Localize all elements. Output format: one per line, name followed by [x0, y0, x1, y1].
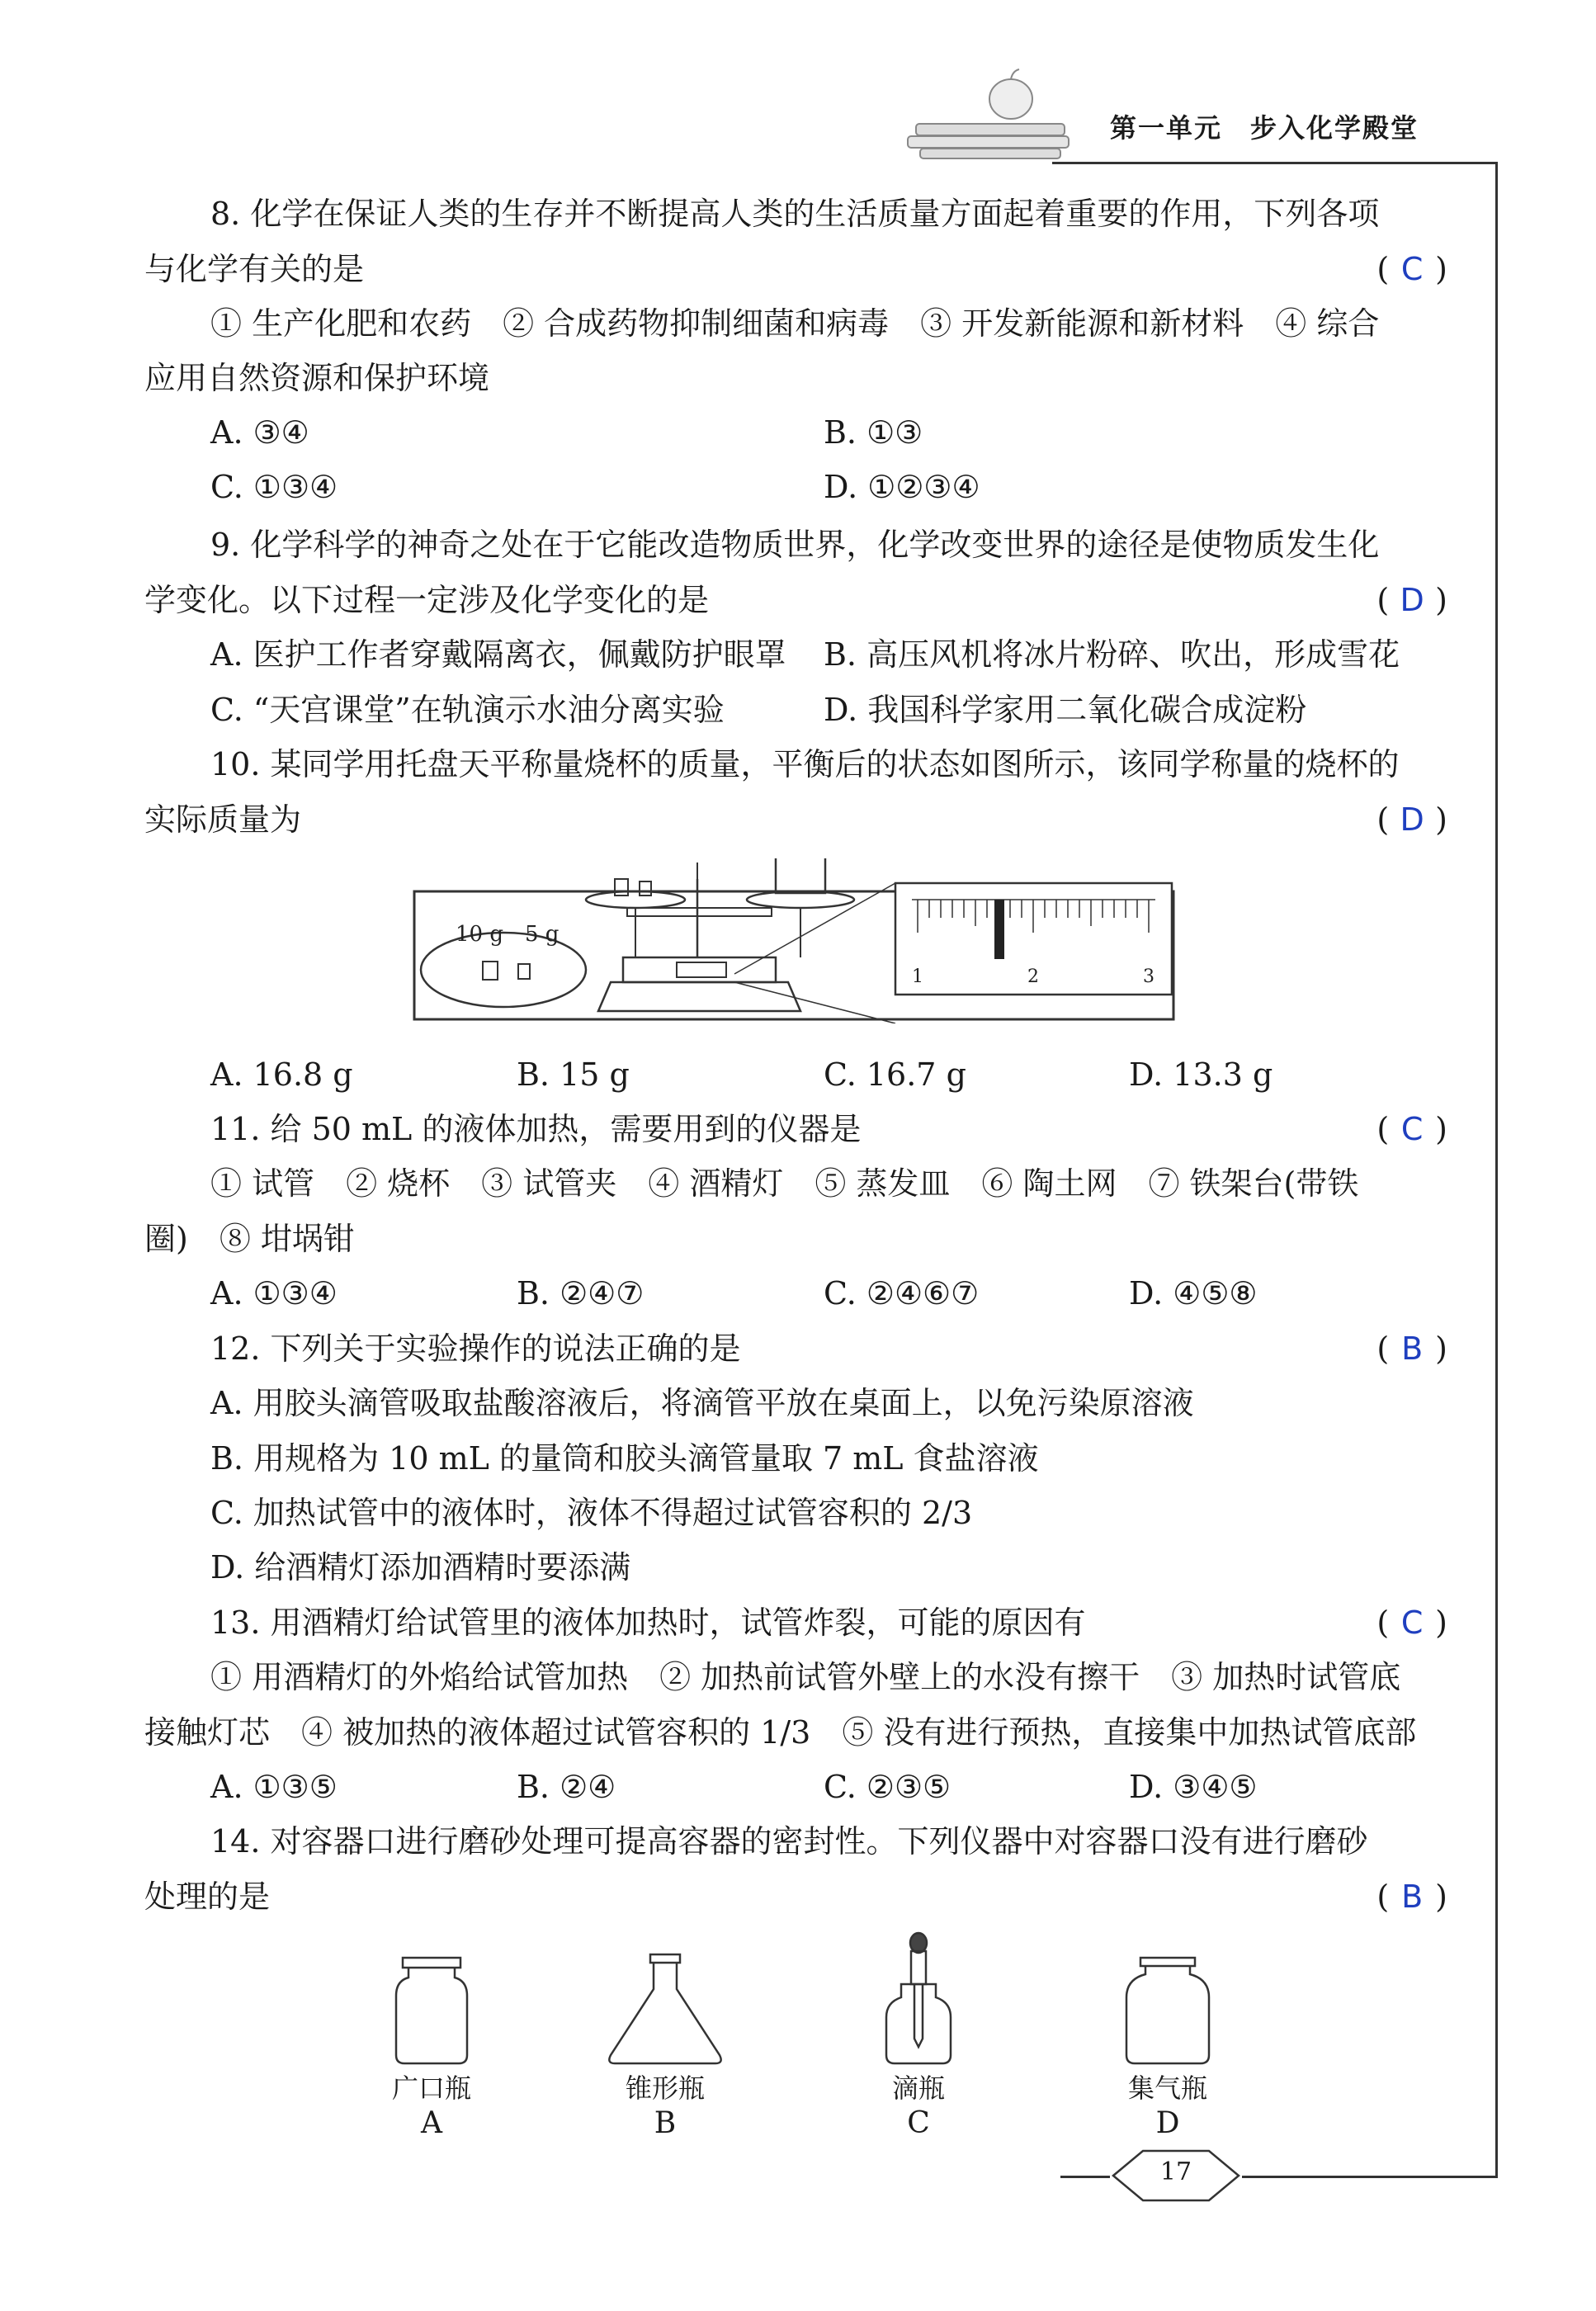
q13-option-d: D. ③④⑤ [1129, 1769, 1258, 1805]
q10-option-d: D. 13.3 g [1129, 1056, 1273, 1093]
q9-option-b: B. 高压风机将冰片粉碎、吹出，形成雪花 [824, 636, 1400, 673]
bottle-d-name: 集气瓶 [1127, 2072, 1207, 2104]
q10-stem-line2: 实际质量为 [144, 801, 302, 838]
q12-answer: ( B ) [1376, 1330, 1447, 1367]
q8-option-c: C. ①③④ [210, 469, 338, 505]
scale-tick-1: 1 [912, 966, 923, 987]
q13-option-c: C. ②③⑤ [824, 1769, 951, 1805]
page-right-border [1495, 162, 1498, 2176]
q8-option-d: D. ①②③④ [824, 469, 980, 505]
q13-stem: 13. 用酒精灯给试管里的液体加热时，试管炸裂，可能的原因有 [210, 1604, 1086, 1641]
bottle-c-name: 滴瓶 [891, 2072, 945, 2104]
q10-stem-line1: 10. 某同学用托盘天平称量烧杯的质量，平衡后的状态如图所示，该同学称量的烧杯的 [210, 746, 1400, 782]
q11-items-line2: 圈) ⑧ 坩埚钳 [144, 1221, 355, 1257]
q12-option-c: C. 加热试管中的液体时，液体不得超过试管容积的 2/3 [210, 1495, 973, 1531]
q10-answer-value: D [1400, 801, 1424, 838]
q12-option-b: B. 用规格为 10 mL 的量筒和胶头滴管量取 7 mL 食盐溶液 [210, 1440, 1039, 1477]
q11-answer: ( C ) [1376, 1111, 1447, 1147]
page-number-badge [1110, 2146, 1242, 2204]
gas-collecting-bottle-icon [1126, 1958, 1209, 2063]
bottle-a-name: 广口瓶 [391, 2072, 471, 2104]
q9-answer: ( D ) [1376, 582, 1447, 618]
q11-stem: 11. 给 50 mL 的液体加热，需要用到的仪器是 [210, 1111, 862, 1147]
q9-option-a: A. 医护工作者穿戴隔离衣，佩戴防护眼罩 [210, 636, 786, 673]
q9-option-d: D. 我国科学家用二氧化碳合成淀粉 [824, 692, 1307, 728]
q9-option-c: C. “天宫课堂”在轨演示水油分离实验 [210, 692, 725, 728]
q9-stem-line1: 9. 化学科学的神奇之处在于它能改造物质世界，化学改变世界的途径是使物质发生化 [210, 527, 1380, 563]
q12-option-a: A. 用胶头滴管吸取盐酸溶液后，将滴管平放在桌面上，以免污染原溶液 [210, 1385, 1194, 1421]
q8-stem-line1: 8. 化学在保证人类的生存并不断提高人类的生活质量方面起着重要的作用，下列各项 [210, 196, 1380, 232]
q11-option-c: C. ②④⑥⑦ [824, 1275, 980, 1311]
q9-stem-line2: 学变化。以下过程一定涉及化学变化的是 [144, 582, 710, 618]
q13-answer-value: C [1400, 1604, 1424, 1641]
q8-answer-value: C [1400, 251, 1424, 287]
q14-answer: ( B ) [1376, 1879, 1447, 1915]
q14-stem-line2: 处理的是 [144, 1879, 271, 1915]
bottle-b-letter: B [654, 2106, 677, 2140]
q13-answer: ( C ) [1376, 1604, 1447, 1641]
q10-answer: ( D ) [1376, 801, 1447, 838]
q11-items-line1: ① 试管 ② 烧杯 ③ 试管夹 ④ 酒精灯 ⑤ 蒸发皿 ⑥ 陶土网 ⑦ 铁架台(带铁 [210, 1165, 1359, 1202]
q9-answer-value: D [1400, 582, 1424, 618]
q8-option-a: A. ③④ [210, 414, 309, 451]
q12-answer-value: B [1401, 1330, 1424, 1367]
q11-option-b: B. ②④⑦ [517, 1275, 645, 1311]
q13-option-a: A. ①③⑤ [210, 1769, 338, 1805]
footer-rule-left [1060, 2176, 1110, 2178]
page-number: 17 [1159, 2157, 1192, 2186]
wide-mouth-bottle-icon [396, 1958, 467, 2063]
q14-stem-line1: 14. 对容器口进行磨砂处理可提高容器的密封性。下列仪器中对容器口没有进行磨砂 [210, 1823, 1368, 1860]
q11-option-a: A. ①③④ [210, 1275, 338, 1311]
q10-option-b: B. 15 g [517, 1056, 630, 1093]
bottle-c-letter: C [907, 2106, 930, 2140]
q11-option-d: D. ④⑤⑧ [1129, 1275, 1258, 1311]
bottle-b-name: 锥形瓶 [625, 2072, 705, 2104]
q10-option-c: C. 16.7 g [824, 1056, 966, 1093]
scale-tick-3: 3 [1143, 966, 1155, 987]
q12-stem: 12. 下列关于实验操作的说法正确的是 [210, 1330, 741, 1367]
q12-option-d: D. 给酒精灯添加酒精时要添满 [210, 1549, 631, 1586]
q11-answer-value: C [1400, 1111, 1424, 1147]
q13-items-line1: ① 用酒精灯的外焰给试管加热 ② 加热前试管外壁上的水没有擦干 ③ 加热时试管底 [210, 1659, 1401, 1695]
q10-option-a: A. 16.8 g [210, 1056, 353, 1093]
header-divider [1052, 162, 1498, 164]
bottle-a-letter: A [421, 2106, 442, 2140]
q13-items-line2: 接触灯芯 ④ 被加热的液体超过试管容积的 1/3 ⑤ 没有进行预热，直接集中加热试管底部 [144, 1714, 1417, 1751]
dropper-bottle-icon [886, 1933, 951, 2063]
q13-option-b: B. ②④ [517, 1769, 616, 1805]
conical-flask-icon [609, 1954, 720, 2063]
q8-stem-line2: 与化学有关的是 [144, 251, 365, 287]
q8-items-line1: ① 生产化肥和农药 ② 合成药物抑制细菌和病毒 ③ 开发新能源和新材料 ④ 综合 [210, 305, 1380, 342]
scale-tick-2: 2 [1027, 966, 1039, 987]
q8-option-b: B. ①③ [824, 414, 923, 451]
apple-books-icon [900, 62, 1081, 172]
balance-figure [413, 858, 1180, 1027]
unit-title: 第一单元 步入化学殿堂 [1110, 112, 1419, 144]
q8-items-line2: 应用自然资源和保护环境 [144, 360, 490, 396]
footer-rule-right [1242, 2176, 1498, 2178]
q8-answer: ( C ) [1376, 251, 1447, 287]
weights-label: 10 g 5 g [456, 922, 560, 947]
bottle-d-letter: D [1155, 2106, 1180, 2140]
q14-answer-value: B [1401, 1879, 1424, 1915]
